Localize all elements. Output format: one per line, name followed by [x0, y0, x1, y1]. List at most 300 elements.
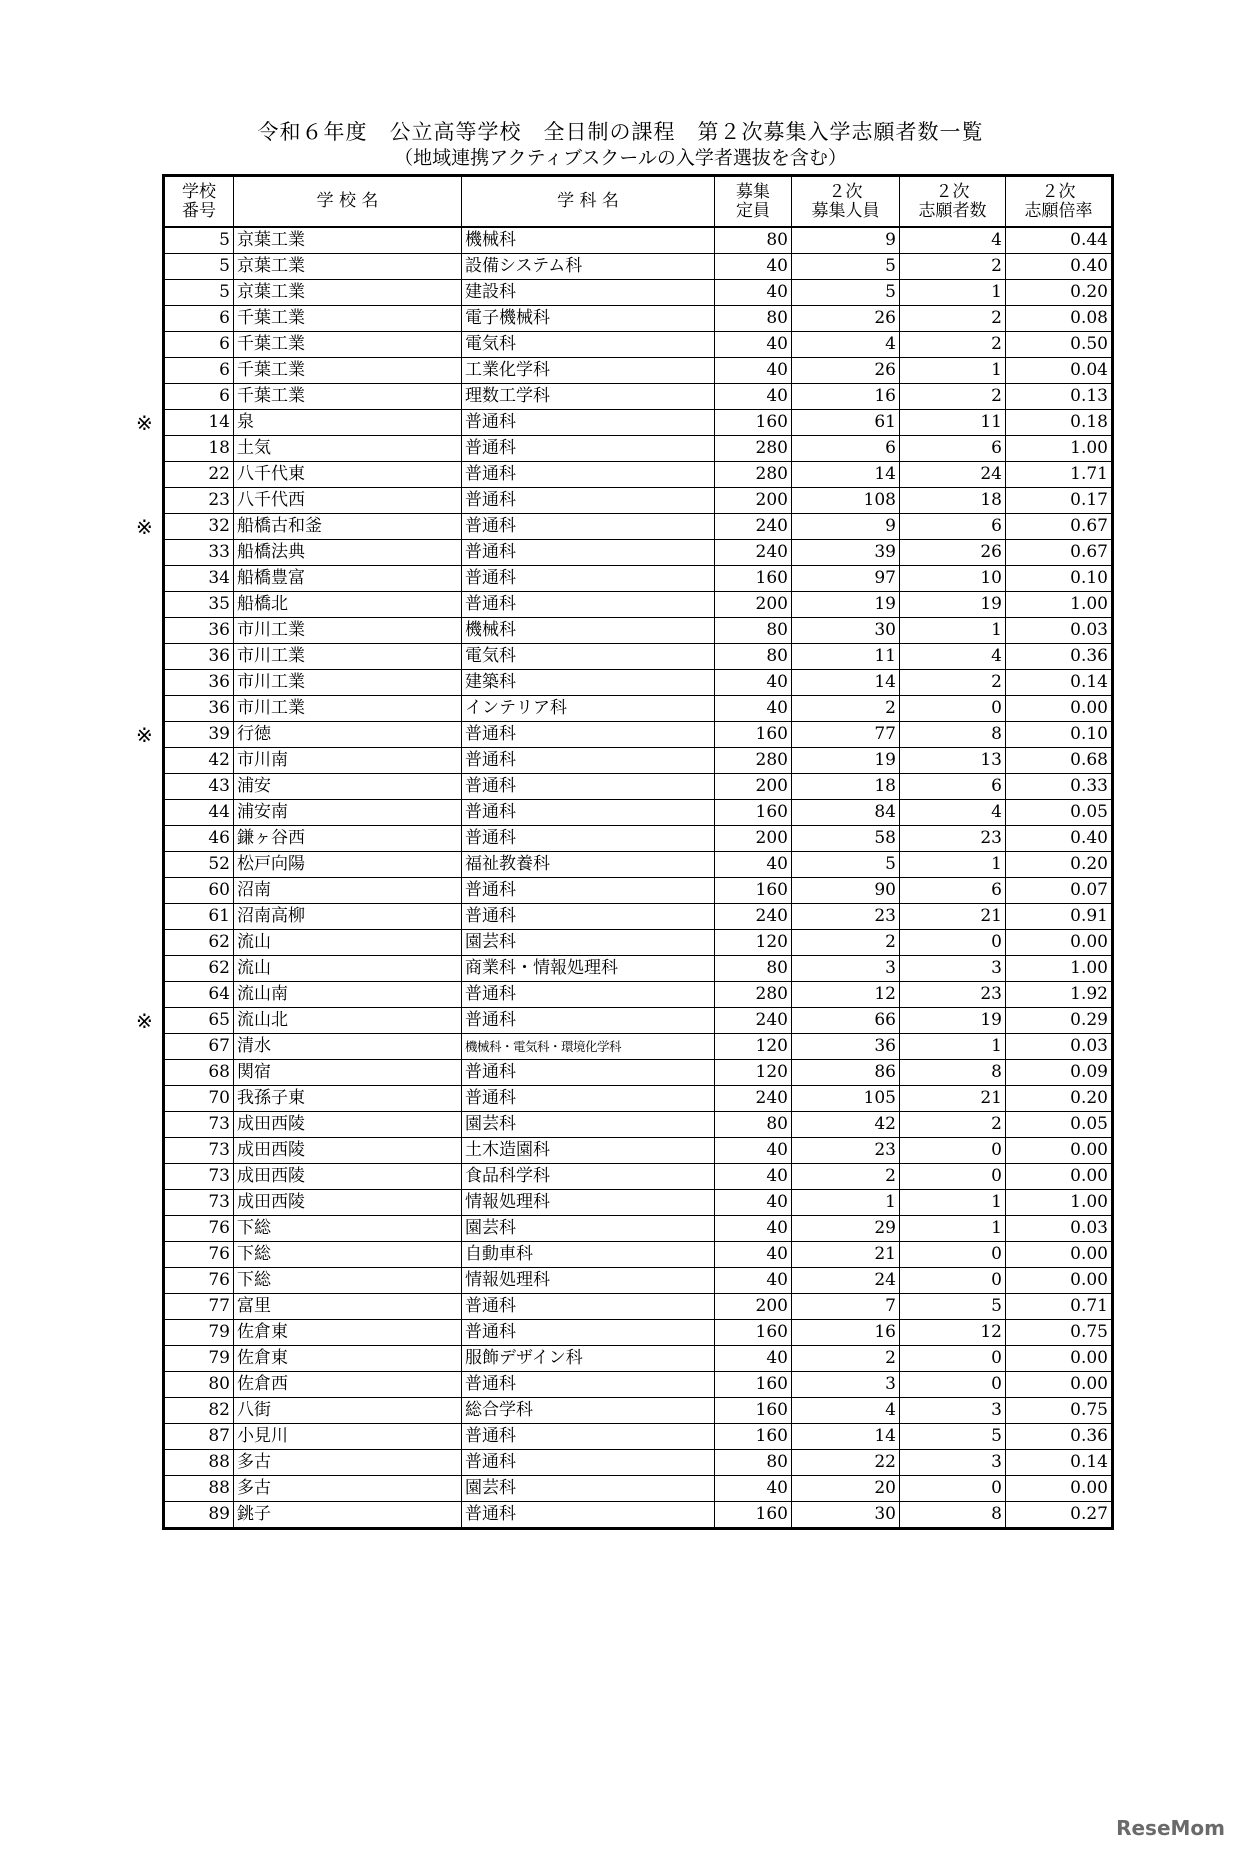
table-row: [164, 1346, 1113, 1372]
cell-applicants: 10: [900, 566, 1006, 592]
cell-applicants: 5: [900, 1294, 1006, 1320]
cell-second-quota: 2: [792, 930, 900, 956]
table-row: [164, 852, 1113, 878]
cell-department: 普通科: [462, 826, 715, 852]
cell-ratio: 0.20: [1006, 1086, 1113, 1112]
cell-capacity: 80: [715, 1112, 792, 1138]
table-row: [164, 254, 1113, 280]
table-row: [164, 488, 1113, 514]
table-row: [164, 462, 1113, 488]
cell-ratio: 0.03: [1006, 1034, 1113, 1060]
cell-applicants: 2: [900, 384, 1006, 410]
cell-department: 普通科: [462, 904, 715, 930]
cell-applicants: 2: [900, 332, 1006, 358]
cell-department: 園芸科: [462, 1216, 715, 1242]
cell-school-name: 佐倉東: [234, 1320, 462, 1346]
cell-second-quota: 26: [792, 358, 900, 384]
cell-ratio: 0.00: [1006, 930, 1113, 956]
cell-school-name: 浦安南: [234, 800, 462, 826]
cell-department: 理数工学科: [462, 384, 715, 410]
cell-applicants: 0: [900, 696, 1006, 722]
cell-applicants: 1: [900, 280, 1006, 306]
cell-ratio: 0.20: [1006, 852, 1113, 878]
cell-second-quota: 18: [792, 774, 900, 800]
cell-applicants: 4: [900, 644, 1006, 670]
cell-school-name: 多古: [234, 1450, 462, 1476]
cell-school-name: 沼南高柳: [234, 904, 462, 930]
cell-second-quota: 84: [792, 800, 900, 826]
cell-ratio: 1.00: [1006, 1190, 1113, 1216]
cell-second-quota: 16: [792, 384, 900, 410]
cell-capacity: 240: [715, 904, 792, 930]
cell-second-quota: 2: [792, 1164, 900, 1190]
cell-department: 総合学科: [462, 1398, 715, 1424]
table-row: [164, 1008, 1113, 1034]
cell-department: 普通科: [462, 1372, 715, 1398]
cell-capacity: 240: [715, 540, 792, 566]
table-row: [164, 1242, 1113, 1268]
cell-department: 服飾デザイン科: [462, 1346, 715, 1372]
applicants-table: [162, 174, 1114, 1530]
cell-capacity: 280: [715, 748, 792, 774]
cell-school-number: 34: [164, 566, 234, 592]
table-row: [164, 332, 1113, 358]
cell-school-name: 成田西陵: [234, 1138, 462, 1164]
table-row: [164, 1294, 1113, 1320]
header-school-name: 学 校 名: [234, 176, 462, 228]
cell-second-quota: 9: [792, 514, 900, 540]
cell-capacity: 200: [715, 592, 792, 618]
cell-school-name: 小見川: [234, 1424, 462, 1450]
cell-capacity: 40: [715, 1138, 792, 1164]
cell-school-name: 佐倉東: [234, 1346, 462, 1372]
cell-second-quota: 3: [792, 1372, 900, 1398]
cell-capacity: 120: [715, 1034, 792, 1060]
cell-school-number: 14: [164, 410, 234, 436]
cell-department: 普通科: [462, 1502, 715, 1529]
table-row: [164, 670, 1113, 696]
cell-department: 普通科: [462, 1424, 715, 1450]
cell-applicants: 23: [900, 982, 1006, 1008]
cell-school-name: 佐倉西: [234, 1372, 462, 1398]
page-subtitle: （地域連携アクティブスクールの入学者選抜を含む）: [394, 147, 847, 169]
cell-school-number: 87: [164, 1424, 234, 1450]
cell-ratio: 0.00: [1006, 1268, 1113, 1294]
resemom-watermark-logo: ReseMom: [1116, 1816, 1225, 1840]
cell-applicants: 2: [900, 254, 1006, 280]
cell-school-name: 京葉工業: [234, 280, 462, 306]
cell-second-quota: 1: [792, 1190, 900, 1216]
cell-department: 普通科: [462, 592, 715, 618]
cell-second-quota: 39: [792, 540, 900, 566]
cell-school-name: 八千代西: [234, 488, 462, 514]
cell-school-name: 流山: [234, 956, 462, 982]
cell-capacity: 40: [715, 1268, 792, 1294]
cell-ratio: 0.20: [1006, 280, 1113, 306]
cell-department: 福祉教養科: [462, 852, 715, 878]
cell-ratio: 1.00: [1006, 956, 1113, 982]
cell-second-quota: 58: [792, 826, 900, 852]
cell-ratio: 0.36: [1006, 644, 1113, 670]
cell-department: 普通科: [462, 774, 715, 800]
cell-applicants: 1: [900, 618, 1006, 644]
cell-department: 土木造園科: [462, 1138, 715, 1164]
cell-school-number: 70: [164, 1086, 234, 1112]
cell-school-number: 18: [164, 436, 234, 462]
cell-school-number: 73: [164, 1190, 234, 1216]
cell-department: 普通科: [462, 462, 715, 488]
cell-capacity: 160: [715, 1424, 792, 1450]
cell-second-quota: 4: [792, 1398, 900, 1424]
cell-ratio: 0.10: [1006, 566, 1113, 592]
cell-applicants: 6: [900, 514, 1006, 540]
cell-capacity: 160: [715, 410, 792, 436]
cell-school-number: 82: [164, 1398, 234, 1424]
cell-school-number: 68: [164, 1060, 234, 1086]
cell-department: 機械科・電気科・環境化学科: [462, 1034, 715, 1060]
cell-second-quota: 16: [792, 1320, 900, 1346]
table-row: [164, 800, 1113, 826]
cell-applicants: 26: [900, 540, 1006, 566]
cell-capacity: 40: [715, 1190, 792, 1216]
cell-capacity: 280: [715, 982, 792, 1008]
cell-school-number: 36: [164, 670, 234, 696]
cell-capacity: 40: [715, 1346, 792, 1372]
cell-capacity: 240: [715, 514, 792, 540]
cell-school-number: 73: [164, 1112, 234, 1138]
table-row: [164, 1216, 1113, 1242]
cell-second-quota: 108: [792, 488, 900, 514]
cell-department: 普通科: [462, 488, 715, 514]
cell-school-name: 千葉工業: [234, 306, 462, 332]
cell-capacity: 80: [715, 306, 792, 332]
cell-second-quota: 2: [792, 696, 900, 722]
table-row: [164, 904, 1113, 930]
cell-ratio: 0.67: [1006, 540, 1113, 566]
cell-second-quota: 42: [792, 1112, 900, 1138]
cell-ratio: 0.00: [1006, 1476, 1113, 1502]
cell-capacity: 200: [715, 826, 792, 852]
cell-second-quota: 5: [792, 280, 900, 306]
cell-second-quota: 23: [792, 904, 900, 930]
table-row: [164, 748, 1113, 774]
cell-second-quota: 86: [792, 1060, 900, 1086]
cell-department: 園芸科: [462, 1112, 715, 1138]
cell-second-quota: 30: [792, 618, 900, 644]
cell-department: 建設科: [462, 280, 715, 306]
cell-capacity: 280: [715, 462, 792, 488]
cell-school-number: 36: [164, 644, 234, 670]
table-row: [164, 1112, 1113, 1138]
cell-school-name: 八街: [234, 1398, 462, 1424]
cell-school-name: 流山北: [234, 1008, 462, 1034]
cell-school-name: 京葉工業: [234, 227, 462, 254]
cell-second-quota: 36: [792, 1034, 900, 1060]
cell-ratio: 0.91: [1006, 904, 1113, 930]
cell-capacity: 160: [715, 1372, 792, 1398]
cell-department: 食品科学科: [462, 1164, 715, 1190]
cell-ratio: 0.17: [1006, 488, 1113, 514]
table-row: [164, 774, 1113, 800]
cell-ratio: 0.05: [1006, 1112, 1113, 1138]
cell-school-number: 67: [164, 1034, 234, 1060]
cell-school-number: 88: [164, 1450, 234, 1476]
table-row: [164, 644, 1113, 670]
cell-second-quota: 14: [792, 1424, 900, 1450]
table-row: [164, 410, 1113, 436]
table-row: [164, 826, 1113, 852]
cell-ratio: 0.33: [1006, 774, 1113, 800]
cell-ratio: 0.71: [1006, 1294, 1113, 1320]
cell-ratio: 0.08: [1006, 306, 1113, 332]
cell-school-name: 市川工業: [234, 644, 462, 670]
cell-school-number: 35: [164, 592, 234, 618]
cell-applicants: 1: [900, 358, 1006, 384]
header-second-quota: ２次 募集人員: [792, 176, 900, 228]
cell-department: 機械科: [462, 227, 715, 254]
cell-school-number: 80: [164, 1372, 234, 1398]
cell-ratio: 0.67: [1006, 514, 1113, 540]
cell-second-quota: 22: [792, 1450, 900, 1476]
cell-capacity: 160: [715, 722, 792, 748]
cell-ratio: 0.18: [1006, 410, 1113, 436]
cell-applicants: 0: [900, 1346, 1006, 1372]
cell-school-number: 39: [164, 722, 234, 748]
cell-school-name: 富里: [234, 1294, 462, 1320]
cell-school-name: 市川工業: [234, 696, 462, 722]
cell-second-quota: 66: [792, 1008, 900, 1034]
cell-applicants: 0: [900, 930, 1006, 956]
cell-applicants: 11: [900, 410, 1006, 436]
cell-ratio: 0.00: [1006, 1164, 1113, 1190]
cell-second-quota: 4: [792, 332, 900, 358]
cell-ratio: 0.00: [1006, 1346, 1113, 1372]
cell-capacity: 40: [715, 384, 792, 410]
cell-second-quota: 14: [792, 670, 900, 696]
cell-ratio: 1.71: [1006, 462, 1113, 488]
cell-capacity: 200: [715, 1294, 792, 1320]
page-title: 令和６年度 公立高等学校 全日制の課程 第２次募集入学志願者数一覧: [257, 120, 984, 144]
cell-school-name: 千葉工業: [234, 358, 462, 384]
cell-school-name: 多古: [234, 1476, 462, 1502]
cell-school-number: 61: [164, 904, 234, 930]
cell-second-quota: 30: [792, 1502, 900, 1529]
cell-department: 普通科: [462, 514, 715, 540]
cell-school-name: 流山南: [234, 982, 462, 1008]
cell-second-quota: 97: [792, 566, 900, 592]
cell-department: 工業化学科: [462, 358, 715, 384]
header-school-number: 学校 番号: [164, 176, 234, 228]
cell-department: 普通科: [462, 410, 715, 436]
header-applicants: ２次 志願者数: [900, 176, 1006, 228]
cell-ratio: 1.00: [1006, 436, 1113, 462]
cell-department: 普通科: [462, 1086, 715, 1112]
cell-department: 普通科: [462, 878, 715, 904]
cell-ratio: 0.00: [1006, 1242, 1113, 1268]
cell-department: 建築科: [462, 670, 715, 696]
cell-school-number: 33: [164, 540, 234, 566]
cell-second-quota: 19: [792, 748, 900, 774]
cell-department: 普通科: [462, 982, 715, 1008]
cell-school-name: 清水: [234, 1034, 462, 1060]
cell-school-name: 市川工業: [234, 618, 462, 644]
cell-second-quota: 105: [792, 1086, 900, 1112]
cell-capacity: 80: [715, 956, 792, 982]
cell-applicants: 0: [900, 1476, 1006, 1502]
cell-school-name: 松戸向陽: [234, 852, 462, 878]
cell-applicants: 0: [900, 1164, 1006, 1190]
cell-school-name: 土気: [234, 436, 462, 462]
cell-school-number: 65: [164, 1008, 234, 1034]
cell-applicants: 24: [900, 462, 1006, 488]
cell-capacity: 120: [715, 1060, 792, 1086]
cell-applicants: 8: [900, 1060, 1006, 1086]
cell-second-quota: 90: [792, 878, 900, 904]
table-row: [164, 618, 1113, 644]
cell-second-quota: 7: [792, 1294, 900, 1320]
cell-school-name: 千葉工業: [234, 384, 462, 410]
cell-department: 普通科: [462, 566, 715, 592]
cell-school-name: 流山: [234, 930, 462, 956]
cell-school-name: 沼南: [234, 878, 462, 904]
cell-capacity: 160: [715, 1398, 792, 1424]
cell-capacity: 240: [715, 1086, 792, 1112]
table-row: [164, 1502, 1113, 1529]
cell-school-number: 62: [164, 956, 234, 982]
cell-applicants: 0: [900, 1138, 1006, 1164]
cell-second-quota: 24: [792, 1268, 900, 1294]
cell-capacity: 40: [715, 254, 792, 280]
cell-school-name: 行徳: [234, 722, 462, 748]
note-mark: ※: [136, 722, 153, 747]
cell-second-quota: 3: [792, 956, 900, 982]
cell-applicants: 3: [900, 1398, 1006, 1424]
cell-second-quota: 23: [792, 1138, 900, 1164]
cell-school-number: 36: [164, 696, 234, 722]
cell-school-number: 6: [164, 358, 234, 384]
cell-school-name: 浦安: [234, 774, 462, 800]
cell-applicants: 21: [900, 904, 1006, 930]
cell-applicants: 2: [900, 1112, 1006, 1138]
cell-capacity: 80: [715, 644, 792, 670]
cell-ratio: 0.04: [1006, 358, 1113, 384]
cell-capacity: 160: [715, 878, 792, 904]
cell-school-number: 76: [164, 1242, 234, 1268]
cell-school-name: 京葉工業: [234, 254, 462, 280]
cell-department: 普通科: [462, 1450, 715, 1476]
cell-applicants: 12: [900, 1320, 1006, 1346]
cell-capacity: 40: [715, 358, 792, 384]
table-row: [164, 227, 1113, 254]
cell-school-number: 5: [164, 227, 234, 254]
cell-capacity: 80: [715, 227, 792, 254]
cell-applicants: 4: [900, 227, 1006, 254]
cell-school-name: 千葉工業: [234, 332, 462, 358]
cell-school-name: 成田西陵: [234, 1190, 462, 1216]
cell-capacity: 200: [715, 774, 792, 800]
cell-school-number: 73: [164, 1164, 234, 1190]
cell-second-quota: 14: [792, 462, 900, 488]
cell-applicants: 21: [900, 1086, 1006, 1112]
cell-ratio: 0.68: [1006, 748, 1113, 774]
cell-school-name: 船橋法典: [234, 540, 462, 566]
cell-applicants: 0: [900, 1242, 1006, 1268]
cell-department: 園芸科: [462, 930, 715, 956]
table-row: [164, 436, 1113, 462]
cell-department: 設備システム科: [462, 254, 715, 280]
table-row: [164, 1450, 1113, 1476]
cell-school-number: 5: [164, 254, 234, 280]
cell-school-name: 我孫子東: [234, 1086, 462, 1112]
cell-ratio: 0.40: [1006, 254, 1113, 280]
table-row: [164, 982, 1113, 1008]
cell-school-name: 市川工業: [234, 670, 462, 696]
cell-school-name: 下総: [234, 1216, 462, 1242]
cell-capacity: 40: [715, 852, 792, 878]
cell-second-quota: 77: [792, 722, 900, 748]
cell-department: 園芸科: [462, 1476, 715, 1502]
cell-second-quota: 19: [792, 592, 900, 618]
cell-school-number: 52: [164, 852, 234, 878]
cell-school-number: 64: [164, 982, 234, 1008]
cell-capacity: 40: [715, 670, 792, 696]
table-row: [164, 1060, 1113, 1086]
cell-capacity: 40: [715, 1216, 792, 1242]
cell-ratio: 0.14: [1006, 1450, 1113, 1476]
cell-department: 普通科: [462, 800, 715, 826]
cell-second-quota: 6: [792, 436, 900, 462]
table-row: [164, 1372, 1113, 1398]
cell-second-quota: 5: [792, 852, 900, 878]
cell-applicants: 18: [900, 488, 1006, 514]
cell-ratio: 0.50: [1006, 332, 1113, 358]
cell-ratio: 0.00: [1006, 1372, 1113, 1398]
cell-applicants: 2: [900, 306, 1006, 332]
cell-department: 自動車科: [462, 1242, 715, 1268]
cell-ratio: 0.07: [1006, 878, 1113, 904]
header-ratio: ２次 志願倍率: [1006, 176, 1113, 228]
cell-department: 普通科: [462, 1320, 715, 1346]
cell-school-number: 60: [164, 878, 234, 904]
note-mark: ※: [136, 410, 153, 435]
cell-capacity: 40: [715, 1242, 792, 1268]
cell-department: 機械科: [462, 618, 715, 644]
cell-ratio: 1.92: [1006, 982, 1113, 1008]
cell-capacity: 40: [715, 332, 792, 358]
cell-school-name: 関宿: [234, 1060, 462, 1086]
cell-capacity: 40: [715, 1164, 792, 1190]
cell-school-name: 下総: [234, 1268, 462, 1294]
table-row: [164, 722, 1113, 748]
cell-ratio: 0.03: [1006, 1216, 1113, 1242]
cell-applicants: 13: [900, 748, 1006, 774]
cell-school-name: 市川南: [234, 748, 462, 774]
cell-applicants: 4: [900, 800, 1006, 826]
cell-school-name: 八千代東: [234, 462, 462, 488]
cell-school-number: 77: [164, 1294, 234, 1320]
table-row: [164, 358, 1113, 384]
cell-ratio: 0.75: [1006, 1398, 1113, 1424]
table-row: [164, 592, 1113, 618]
cell-applicants: 19: [900, 1008, 1006, 1034]
cell-school-number: 5: [164, 280, 234, 306]
cell-department: 電気科: [462, 332, 715, 358]
cell-applicants: 1: [900, 1190, 1006, 1216]
cell-applicants: 8: [900, 1502, 1006, 1529]
cell-capacity: 120: [715, 930, 792, 956]
cell-department: 情報処理科: [462, 1190, 715, 1216]
cell-capacity: 160: [715, 1320, 792, 1346]
